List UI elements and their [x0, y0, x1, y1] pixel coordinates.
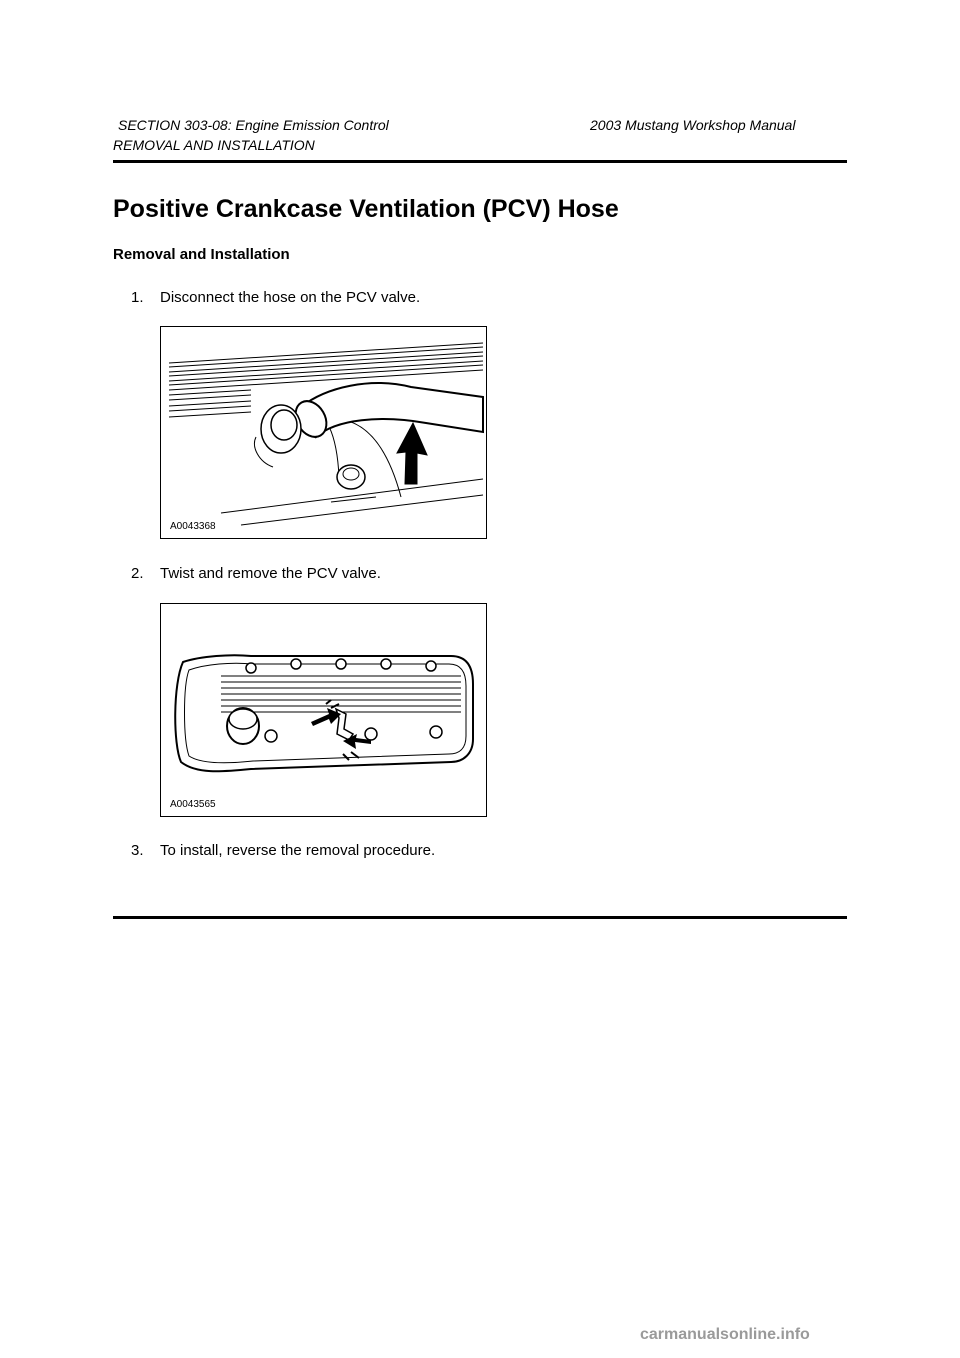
step-item — [131, 565, 381, 583]
step-item — [131, 289, 420, 307]
figure-label: A0043368 — [170, 521, 216, 532]
direction-arrow-icon — [397, 423, 427, 484]
step-text: To install, reverse the removal procedure. — [160, 842, 436, 859]
header-section: SECTION 303-08: Engine Emission Control — [118, 117, 389, 133]
section-subtitle: Removal and Installation — [113, 246, 290, 263]
footer-divider — [113, 916, 847, 919]
figure-pcv-valve — [160, 603, 487, 817]
step-number: 3. — [131, 842, 144, 859]
step-number: 2. — [131, 565, 144, 582]
step-item — [131, 842, 435, 860]
step-number: 1. — [131, 289, 144, 306]
figure-label: A0043565 — [170, 799, 216, 810]
valve-cover-illustration — [161, 604, 486, 816]
page-title: Positive Crankcase Ventilation (PCV) Hose — [113, 195, 619, 223]
watermark: carmanualsonline.info — [640, 1326, 810, 1343]
header-subsection: REMOVAL AND INSTALLATION — [113, 137, 315, 153]
step-text: Twist and remove the PCV valve. — [160, 565, 381, 582]
header-manual-title: 2003 Mustang Workshop Manual — [590, 117, 796, 133]
step-text: Disconnect the hose on the PCV valve. — [160, 289, 421, 306]
pcv-hose-illustration — [161, 327, 486, 538]
header-divider — [113, 160, 847, 163]
figure-pcv-hose — [160, 326, 487, 539]
